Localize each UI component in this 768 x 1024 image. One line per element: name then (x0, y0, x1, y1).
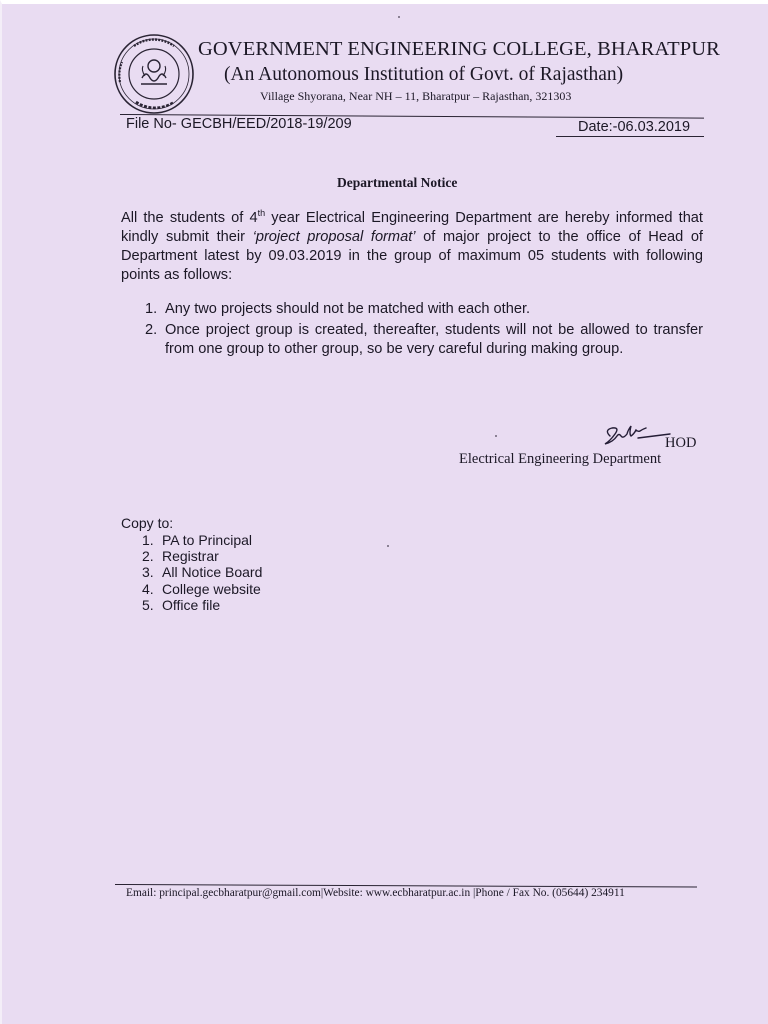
copy-number: 3. (142, 564, 154, 581)
notice-points (145, 300, 703, 361)
body-text-3: of major project to the office of Head of Department latest by 09.03.2019 in the group of maximum 05 students with following points as follows: (121, 229, 703, 283)
notice-title: Departmental Notice (337, 175, 458, 190)
point-number: 1. (145, 301, 158, 317)
copy-recipient: All Notice Board (162, 564, 263, 581)
file-number: File No- GECBH/EED/2018-19/209 (126, 116, 352, 132)
list-item (142, 581, 262, 597)
footer-contact: Email: principal.gecbharatpur@gmail.com|Website: www.ecbharatpur.ac.in |Phone / Fax No. (05644) 234911 (126, 887, 625, 899)
body-superscript: th (257, 208, 266, 219)
list-item (145, 300, 703, 319)
signatory-role: HOD (665, 435, 697, 451)
institution-address: Village Shyorana, Near NH – 11, Bharatpur – Rajasthan, 321303 (260, 89, 572, 103)
copy-number: 2. (142, 548, 154, 565)
paper-speck (398, 16, 400, 18)
institution-name: GOVERNMENT ENGINEERING COLLEGE, BHARATPUR (198, 38, 720, 60)
notice-body (121, 209, 703, 285)
copy-number: 5. (142, 596, 154, 613)
copy-recipient: Office file (162, 596, 221, 613)
list-item (142, 564, 262, 580)
paper-speck (387, 545, 389, 547)
body-italic: ‘project proposal format’ (252, 229, 416, 245)
institution-subtitle: (An Autonomous Institution of Govt. of Rajasthan) (224, 64, 624, 85)
point-number: 2. (145, 322, 158, 338)
paper-speck (495, 435, 497, 437)
copy-recipient: Registrar (162, 548, 219, 565)
college-seal-icon (112, 32, 196, 116)
copy-to-heading: Copy to: (121, 515, 174, 531)
copy-recipient: PA to Principal (162, 532, 253, 548)
body-text-1: All the students of 4 (121, 210, 258, 226)
copy-number: 4. (142, 580, 154, 597)
date-underline (556, 136, 704, 137)
list-item (142, 548, 262, 564)
copy-to-list (142, 532, 262, 613)
point-text: Any two projects should not be matched with each other. (165, 301, 531, 317)
signatory-department: Electrical Engineering Department (459, 451, 662, 467)
copy-number: 1. (142, 532, 154, 548)
notice-date: Date:-06.03.2019 (578, 119, 691, 135)
list-item (142, 597, 262, 613)
point-text: Once project group is created, thereafter, students will not be allowed to transfer from one group to other group, so be very careful during making group. (165, 322, 703, 357)
body-text-2: year Electrical Engineering Department are hereby informed that kindly submit their (121, 210, 703, 245)
list-item (145, 321, 703, 359)
list-item (142, 532, 262, 548)
copy-recipient: College website (162, 580, 261, 597)
